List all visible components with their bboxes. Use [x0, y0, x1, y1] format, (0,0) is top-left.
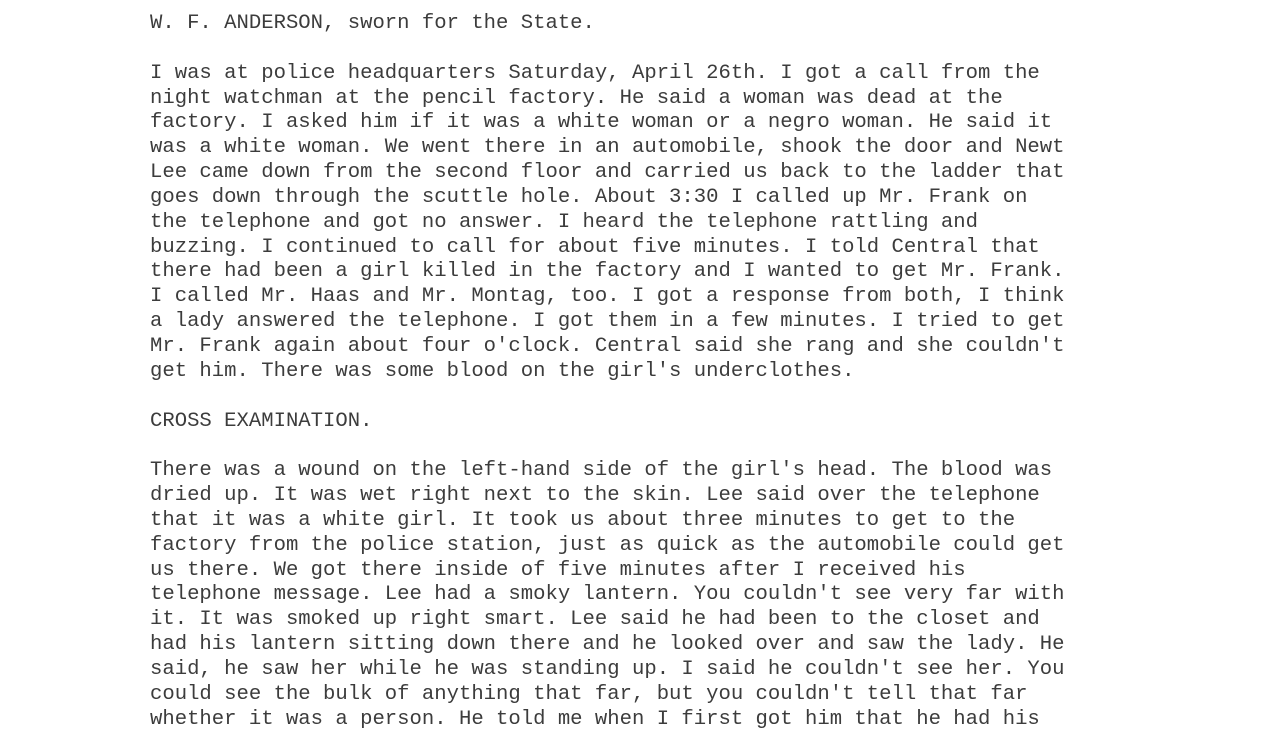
text-line: telephone message. Lee had a smoky lantern. You couldn't see very far with [150, 583, 1065, 607]
text-line: was a white woman. We went there in an automobile, shook the door and Newt [150, 136, 1065, 160]
text-line: whether it was a person. He told me when I first got him that he had his [150, 707, 1040, 731]
cross-testimony [150, 459, 1190, 732]
text-line: There was a wound on the left-hand side of the girl's head. The blood was [150, 459, 1053, 483]
text-line: get him. There was some blood on the girl's underclothes. [150, 359, 855, 383]
blank-line [150, 37, 1190, 62]
text-line: Lee came down from the second floor and carried us back to the ladder that [150, 161, 1065, 185]
text-line: it. It was smoked up right smart. Lee said he had been to the closet and [150, 608, 1040, 632]
text-line: factory from the police station, just as quick as the automobile could get [150, 533, 1065, 557]
text-line: there had been a girl killed in the factory and I wanted to get Mr. Frank. [150, 260, 1065, 284]
blank-line [150, 385, 1190, 410]
text-line: buzzing. I continued to call for about five minutes. I told Central that [150, 235, 1040, 259]
text-line: us there. We got there inside of five minutes after I received his [150, 558, 966, 582]
direct-testimony [150, 62, 1190, 385]
text-line: Mr. Frank again about four o'clock. Central said she rang and she couldn't [150, 334, 1065, 358]
text-line: dried up. It was wet right next to the skin. Lee said over the telephone [150, 484, 1040, 508]
text-line: said, he saw her while he was standing up. I said he couldn't see her. You [150, 657, 1065, 681]
text-line: I called Mr. Haas and Mr. Montag, too. I got a response from both, I think [150, 285, 1065, 309]
text-line: had his lantern sitting down there and he looked over and saw the lady. He [150, 633, 1065, 657]
text-line: a lady answered the telephone. I got them in a few minutes. I tried to get [150, 310, 1065, 334]
text-line: could see the bulk of anything that far, but you couldn't tell that far [150, 682, 1028, 706]
document-page [150, 12, 1190, 732]
text-line: factory. I asked him if it was a white woman or a negro woman. He said it [150, 111, 1053, 135]
text-line: the telephone and got no answer. I heard the telephone rattling and [150, 210, 979, 234]
cross-examination-heading: CROSS EXAMINATION. [150, 409, 373, 433]
text-line: night watchman at the pencil factory. He said a woman was dead at the [150, 86, 1003, 110]
blank-line [150, 434, 1190, 459]
witness-heading: W. F. ANDERSON, sworn for the State. [150, 12, 595, 35]
text-line: I was at police headquarters Saturday, April 26th. I got a call from the [150, 61, 1040, 85]
text-line: that it was a white girl. It took us about three minutes to get to the [150, 508, 1016, 532]
text-line: goes down through the scuttle hole. About 3:30 I called up Mr. Frank on [150, 185, 1028, 209]
